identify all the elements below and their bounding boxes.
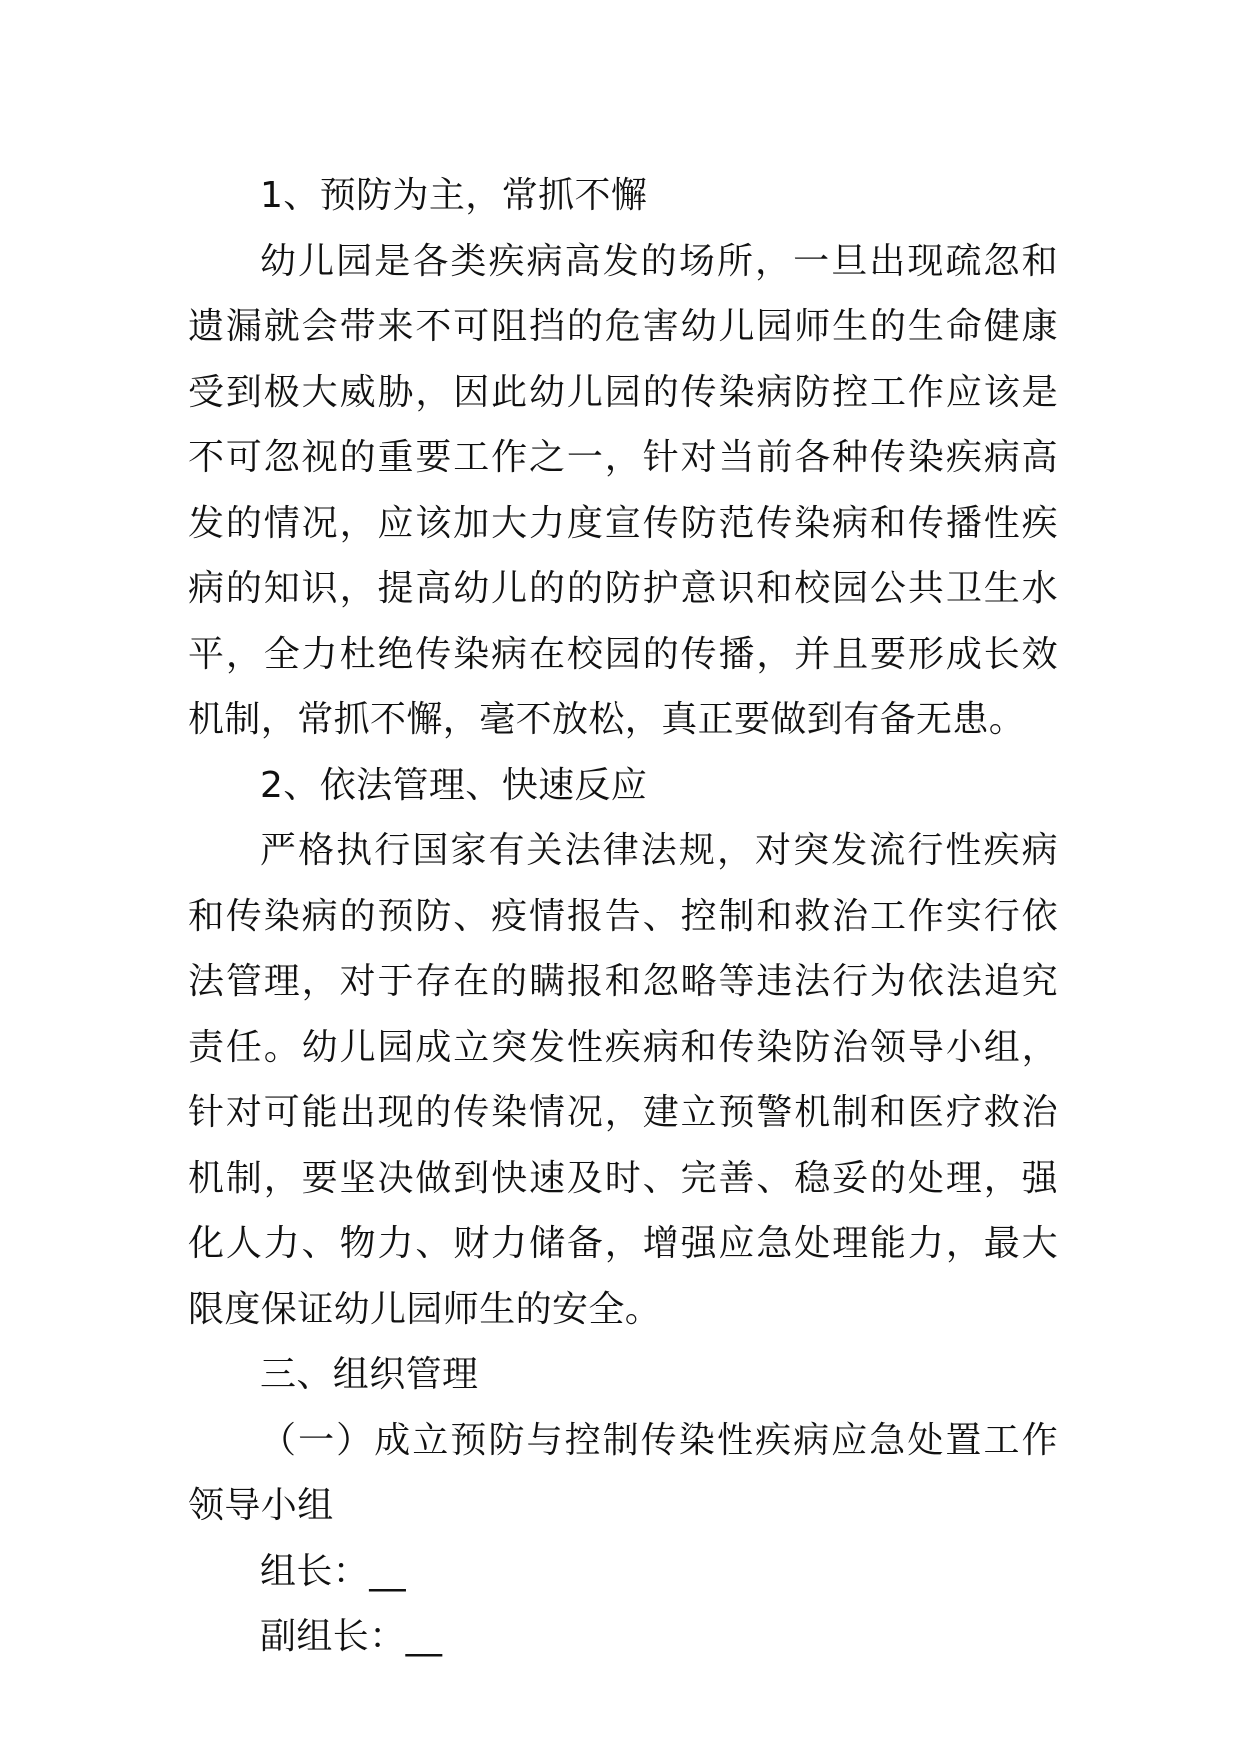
paragraph-leadership-group: （一）成立预防与控制传染性疾病应急处置工作领导小组 [188,1419,1058,1526]
document-body [188,163,1058,1670]
field-group-leader: 组长：__ [260,1550,407,1592]
paragraph-legal-management: 严格执行国家有关法律法规，对突发流行性疾病和传染病的预防、疫情报告、控制和救治工作实行依法管理，对于存在的瞒报和忽略等违法行为依法追究责任。幼儿园成立突发性疾病和传染防治领导小组，针对可能出现的传染情况，建立预警机制和医疗救治机制，要坚决做到快速及时、完善、稳妥的处理，强化人力、物力、财力储备，增强应急处理能力，最大限度保证幼儿园师生的安全。 [188,830,1058,1330]
paragraph-prevention: 幼儿园是各类疾病高发的场所，一旦出现疏忽和遗漏就会带来不可阻挡的危害幼儿园师生的生命健康受到极大威胁，因此幼儿园的传染病防控工作应该是不可忽视的重要工作之一，针对当前各种传染疾病高发的情况，应该加大力度宣传防范传染病和传播性疾病的知识，提高幼儿的的防护意识和校园公共卫生水平，全力杜绝传染病在校园的传播，并且要形成长效机制，常抓不懈，毫不放松，真正要做到有备无患。 [188,240,1058,740]
section-heading-legal-management: 2、依法管理、快速反应 [260,764,648,806]
section-heading-organization: 三、组织管理 [260,1354,479,1395]
section-heading-prevention: 1、预防为主，常抓不懈 [260,175,648,216]
field-deputy-group-leader: 副组长：__ [260,1616,443,1657]
